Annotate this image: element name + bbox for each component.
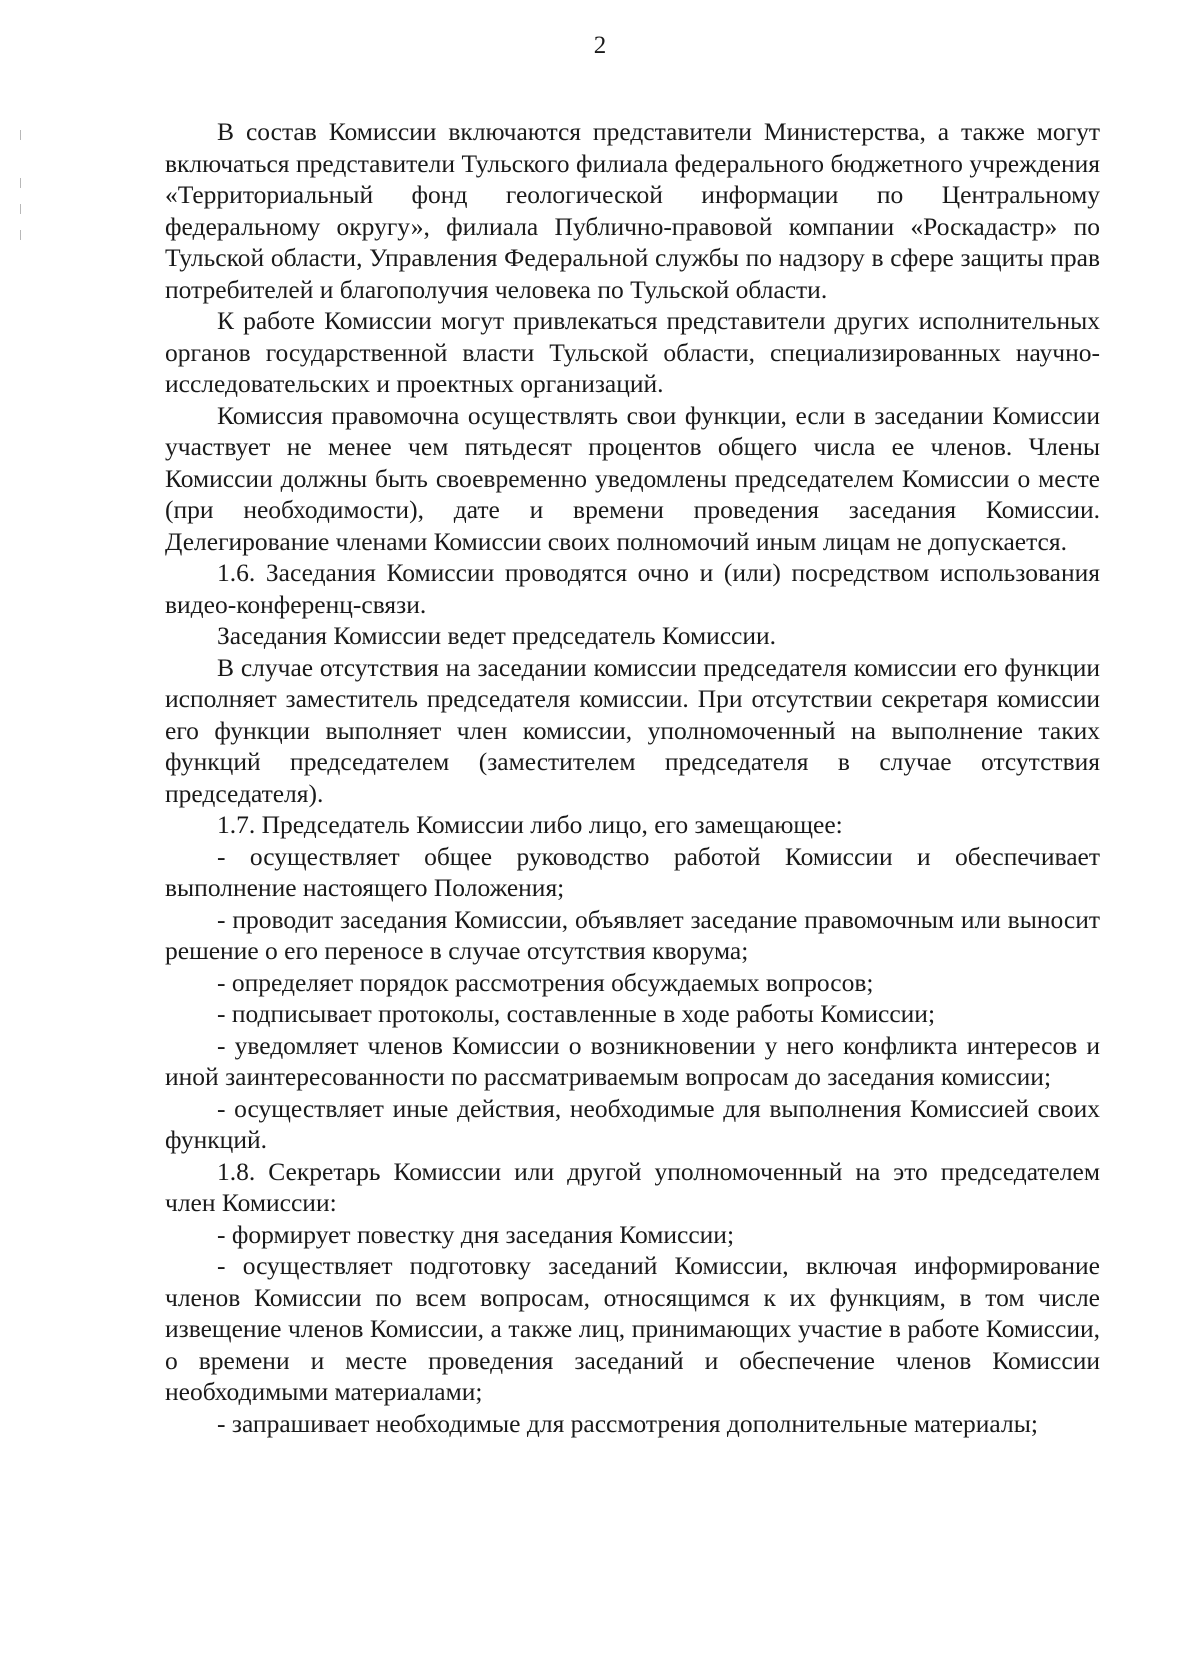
list-item-conducts-meetings: - проводит заседания Комиссии, объявляет заседание правомочным или выносит решение о его переносе в случае отсутствия кворума; <box>165 904 1100 965</box>
list-item-conflict-of-interest: - уведомляет членов Комиссии о возникновении у него конфликта интересов и иной заинтересованности по рассматриваемым вопросам до заседания комиссии; <box>165 1030 1100 1091</box>
list-item-other-actions: - осуществляет иные действия, необходимые для выполнения Комиссией своих функций. <box>165 1093 1100 1154</box>
paragraph-commission-quorum: Комиссия правомочна осуществлять свои функции, если в заседании Комиссии участвует не менее чем пятьдесят процентов общего числа ее членов. Члены Комиссии должны быть своевременно уведомлены председателем Комиссии о месте (при необходимости), дате и времени проведения заседания Комиссии. Делегирование членами Комиссии своих полномочий иным лицам не допускается. <box>165 400 1100 556</box>
paragraph-item-1-6: 1.6. Заседания Комиссии проводятся очно и (или) посредством использования видео-конференц-связи. <box>165 558 1100 619</box>
scan-margin-marks <box>20 130 22 240</box>
paragraph-item-1-8: 1.8. Секретарь Комиссии или другой уполномоченный на это председателем член Комиссии: <box>165 1156 1100 1217</box>
list-item-prepares-meetings: - осуществляет подготовку заседаний Комиссии, включая информирование членов Комиссии по всем вопросам, относящимся к их функциям, в том числе извещение членов Комиссии, а также лиц, принимающих участие в работе Комиссии, о времени и месте проведения заседаний и обеспечение членов Комиссии необходимыми материалами; <box>165 1251 1100 1406</box>
paragraph-item-1-7: 1.7. Председатель Комиссии либо лицо, его замещающее: <box>217 810 843 839</box>
list-item-forms-agenda: - формирует повестку дня заседания Комиссии; <box>217 1219 735 1249</box>
list-item-general-management: - осуществляет общее руководство работой Комиссии и обеспечивает выполнение настоящего Положения; <box>165 841 1100 902</box>
paragraph-commission-composition: В состав Комиссии включаются представители Министерства, а также могут включаться представители Тульского филиала федерального бюджетного учреждения «Территориальный фонд геологической информации по Центральному федеральному округу», филиала Публично-правовой компании «Роскадастр» по Тульской области, Управления Федеральной службы по надзору в сфере защиты прав потребителей и благополучия человека по Тульской области. <box>165 117 1100 304</box>
list-item-requests-materials: - запрашивает необходимые для рассмотрения дополнительные материалы; <box>217 1408 1038 1438</box>
list-item-signs-protocols: - подписывает протоколы, составленные в ходе работы Комиссии; <box>217 999 936 1028</box>
list-item-determines-order: - определяет порядок рассмотрения обсуждаемых вопросов; <box>217 967 874 997</box>
document-body <box>165 116 1100 1439</box>
paragraph-commission-involvement: К работе Комиссии могут привлекаться представители других исполнительных органов государственной власти Тульской области, специализированных научно-исследовательских и проектных организаций. <box>165 306 1100 398</box>
paragraph-chair-absence: В случае отсутствия на заседании комиссии председателя комиссии его функции исполняет заместитель председателя комиссии. При отсутствии секретаря комиссии его функции выполняет член комиссии, уполномоченный на выполнение таких функций председателем (заместителем председателя в случае отсутствия председателя). <box>165 652 1100 808</box>
page-number: 2 <box>593 32 607 59</box>
paragraph-meeting-chair: Заседания Комиссии ведет председатель Комиссии. <box>217 621 777 650</box>
